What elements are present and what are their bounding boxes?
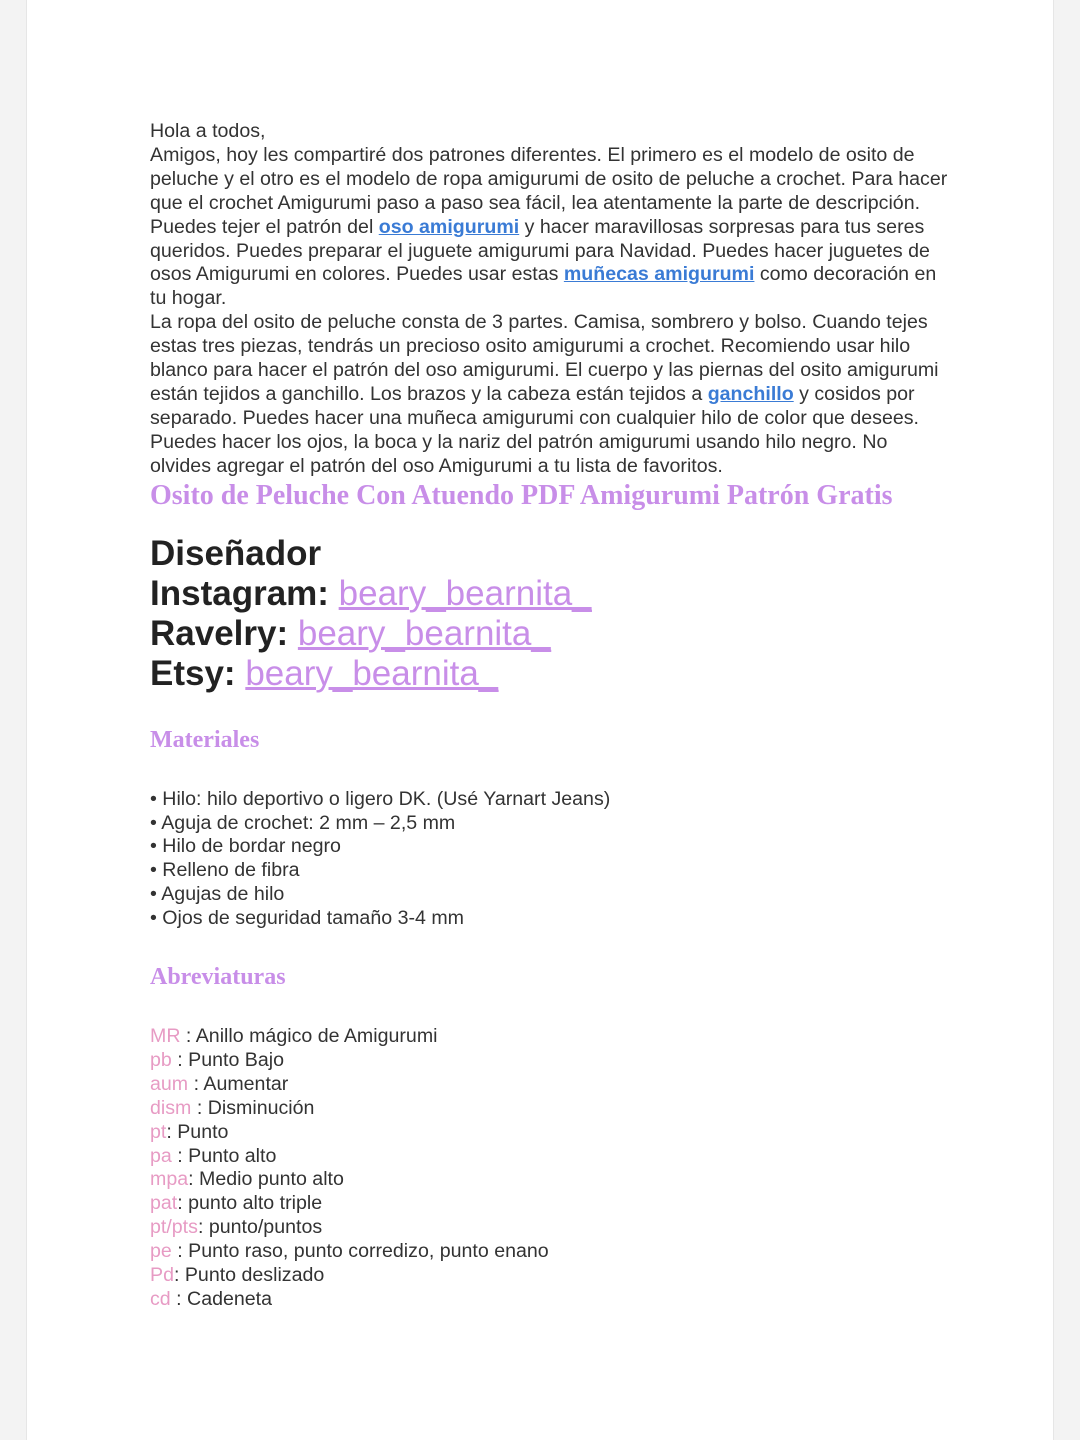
list-item: • Ojos de seguridad tamaño 3-4 mm [150, 907, 464, 930]
link-ganchillo[interactable]: ganchillo [707, 382, 794, 405]
materials-title: Materiales [150, 726, 260, 753]
article-content [150, 120, 950, 1312]
link-munecas-amigurumi[interactable]: muñecas amigurumi [563, 263, 755, 286]
designer-ravelry: Ravelry: beary_bearnita_ [150, 613, 551, 653]
materials-list [150, 788, 950, 931]
designer-etsy: Etsy: beary_bearnita_ [150, 653, 499, 693]
list-item: • Agujas de hilo [150, 883, 285, 906]
designer-heading: Diseñador [150, 533, 322, 573]
abbreviation-item: pb : Punto Bajo [150, 1048, 285, 1071]
pattern-title: Osito de Peluche Con Atuendo PDF Amigurumi Patrón Gratis [150, 479, 893, 511]
abbreviation-item: pt: Punto [150, 1120, 229, 1143]
abbreviation-item: pe : Punto raso, punto corredizo, punto enano [150, 1240, 549, 1263]
abbreviation-item: aum : Aumentar [150, 1072, 289, 1095]
abbreviation-item: pa : Punto alto [150, 1144, 277, 1167]
abbreviation-item: pt/pts: punto/puntos [150, 1216, 323, 1239]
intro-paragraph-1: Amigos, hoy les compartiré dos patrones diferentes. El primero es el modelo de osito de peluche y el otro es el modelo de ropa amigurumi de osito de peluche a crochet. Para hacer que el crochet Amigurumi paso a paso sea fácil, lea atentamente la parte de descripción. Puedes tejer el patrón del oso amigurumi y hacer maravillosas sorpresas para tus seres queridos. Puedes preparar el juguete amigurumi para Navidad. Puedes hacer juguetes de osos Amigurumi en colores. Puedes usar estas muñecas amigurumi como decoración en tu hogar. [150, 143, 948, 310]
abbreviation-item: MR : Anillo mágico de Amigurumi [150, 1025, 438, 1048]
abbreviation-item: pat: punto alto triple [150, 1192, 323, 1215]
document-page [26, 0, 1054, 1440]
intro-paragraph-2: La ropa del osito de peluche consta de 3 partes. Camisa, sombrero y bolso. Cuando tejes estas tres piezas, tendrás un precioso osito amigurumi a crochet. Recomiendo usar hilo blanco para hacer el patrón del oso amigurumi. El cuerpo y las piernas del osito amigurumi están tejidos a ganchillo. Los brazos y la cabeza están tejidos a ganchillo y cosidos por separado. Puedes hacer una muñeca amigurumi con cualquier hilo de color que desees. Puedes hacer los ojos, la boca y la nariz del patrón amigurumi usando hilo negro. No olvides agregar el patrón del oso Amigurumi a tu lista de favoritos. [150, 311, 939, 477]
ravelry-link[interactable]: beary_bearnita_ [297, 613, 551, 653]
abbreviation-item: cd : Cadeneta [150, 1288, 273, 1310]
abbreviation-item: dism : Disminución [150, 1096, 315, 1119]
link-oso-amigurumi[interactable]: oso amigurumi [378, 215, 520, 238]
abbreviations-list [150, 1025, 950, 1312]
abbreviations-title: Abreviaturas [150, 964, 286, 991]
abbreviation-item: Pd: Punto deslizado [150, 1264, 325, 1287]
designer-instagram: Instagram: beary_bearnita_ [150, 573, 592, 613]
etsy-link[interactable]: beary_bearnita_ [245, 653, 499, 693]
greeting: Hola a todos, [150, 120, 266, 142]
list-item: • Aguja de crochet: 2 mm – 2,5 mm [150, 811, 456, 834]
intro-text [150, 120, 950, 479]
instagram-link[interactable]: beary_bearnita_ [338, 573, 592, 613]
abbreviation-item: mpa: Medio punto alto [150, 1168, 344, 1191]
designer-section [150, 534, 950, 694]
list-item: • Hilo: hilo deportivo o ligero DK. (Usé Yarnart Jeans) [150, 787, 611, 810]
list-item: • Hilo de bordar negro [150, 835, 341, 858]
list-item: • Relleno de fibra [150, 859, 300, 882]
